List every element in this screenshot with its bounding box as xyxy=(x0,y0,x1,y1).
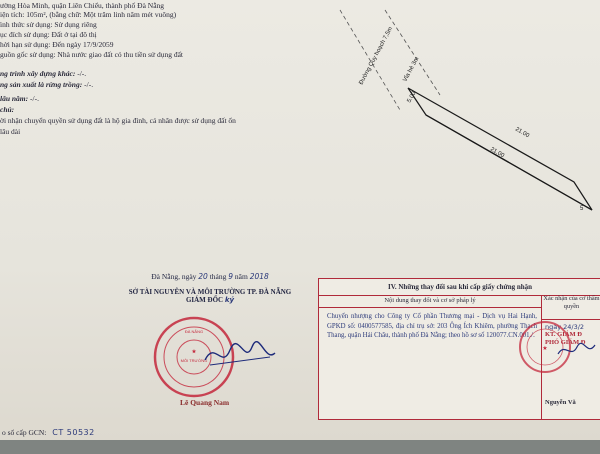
role-title: GIÁM ĐỐC xyxy=(185,296,224,304)
front-width-label: 5.00 xyxy=(406,90,418,104)
side-bottom-label: 21.00 xyxy=(489,146,506,160)
construction-label: ng trình xây dựng khác: xyxy=(0,69,76,78)
signer-name: Lê Quang Nam xyxy=(180,398,230,407)
authority-role xyxy=(100,296,320,304)
confirm-date: ngày 24/3/2 xyxy=(545,323,585,331)
notes-line xyxy=(0,105,14,114)
issue-date xyxy=(100,272,320,281)
change-content: Chuyển nhượng cho Công ty Cổ phần Thương mại - Dịch vụ Hai Hạnh, GPKD số: 0400577585, địa chỉ trụ sở: 203 Ông Ích Khiêm, phường Thạch Thang, quận Hải Châu, thành phố Đà Nẵng; theo hồ sơ số 120077.CN.001./. xyxy=(327,313,537,339)
production-label: ng sản xuất là rừng trồng: xyxy=(0,80,83,89)
address-line: ường Hòa Minh, quận Liên Chiểu, thành phố Đà Nẵng xyxy=(0,1,165,10)
svg-text:★: ★ xyxy=(191,349,197,355)
issue-year: 2018 xyxy=(249,272,269,281)
issue-month: 9 xyxy=(228,272,234,281)
confirm-signature xyxy=(555,339,599,361)
notes-label: chú: xyxy=(0,105,15,114)
perennial-label: lâu năm: xyxy=(0,94,29,103)
svg-text:MÔI TRƯỜNG: MÔI TRƯỜNG xyxy=(180,358,208,363)
usage-term-line: hời hạn sử dụng: Đến ngày 17/9/2059 xyxy=(0,40,114,49)
content-column-header: Nội dung thay đổi và cơ sở pháp lý xyxy=(319,295,542,308)
side-top-group xyxy=(514,127,531,140)
year-prefix: năm xyxy=(234,272,248,281)
confirm-column-header: Xác nhận của cơ thẩm quyền xyxy=(542,295,600,320)
svg-text:ĐÀ NẴNG: ĐÀ NẴNG xyxy=(184,329,204,334)
perennial-line xyxy=(0,94,39,103)
production-value: -/-. xyxy=(82,80,94,89)
usage-purpose-line: ục đích sử dụng: Đất ở tại đô thị xyxy=(0,30,97,39)
confirm-role: PHÓ GIÁM Đ xyxy=(545,339,586,346)
note-text-1: ời nhận chuyển quyền sử dụng đất là hộ gia đình, cá nhân được sử dụng đất ổn xyxy=(0,116,236,125)
area-line: iện tích: 105m², (bằng chữ: Một trăm linh năm mét vuông) xyxy=(0,10,177,19)
changes-table-title: IV. Những thay đổi sau khi cấp giấy chứng nhận xyxy=(319,279,600,296)
usage-form-line: ình thức sử dụng: Sử dụng riêng xyxy=(0,20,97,29)
road-label-group xyxy=(358,26,394,86)
sidewalk-edge-line xyxy=(385,10,440,95)
plot-south-edge xyxy=(426,115,592,210)
changes-table xyxy=(318,278,600,420)
issue-day: 20 xyxy=(198,272,208,281)
svg-text:★: ★ xyxy=(542,346,548,352)
construction-value: -/-. xyxy=(75,69,87,78)
gcn-label: o sổ cấp GCN: xyxy=(2,428,47,437)
plot-map xyxy=(330,0,600,230)
construction-line xyxy=(0,69,86,78)
gcn-number: CT 50532 xyxy=(52,428,95,437)
month-prefix: tháng xyxy=(209,272,227,281)
sidewalk-label: Vỉa hè 3m xyxy=(402,56,421,83)
gcn-number-line xyxy=(2,428,95,437)
date-prefix: Đà Nẵng, ngày xyxy=(151,272,197,281)
side-top-label: 21.00 xyxy=(514,126,531,140)
authority-name: SỞ TÀI NGUYÊN VÀ MÔI TRƯỜNG TP. ĐÀ NẴNG xyxy=(128,288,292,296)
side-bottom-group xyxy=(489,147,506,160)
usage-origin-line: guồn gốc sử dụng: Nhà nước giao đất có thu tiền sử dụng đất xyxy=(0,50,184,59)
edge-label: 5 xyxy=(580,206,584,212)
confirm-name: Nguyễn Vă xyxy=(545,399,576,406)
role-mark: ký xyxy=(224,296,235,304)
perennial-value: -/-. xyxy=(28,94,39,103)
signature-block xyxy=(100,272,320,304)
background-strip xyxy=(0,440,600,454)
note-text-2: lâu dài xyxy=(0,127,21,136)
plot-outline xyxy=(408,88,592,210)
confirm-org: KT. GIÁM Đ xyxy=(545,331,582,338)
production-line xyxy=(0,80,93,89)
road-label: Đường Quy hoạch 7,5m xyxy=(358,26,395,86)
sidewalk-label-group xyxy=(402,56,421,83)
signature-scribble xyxy=(200,335,280,375)
